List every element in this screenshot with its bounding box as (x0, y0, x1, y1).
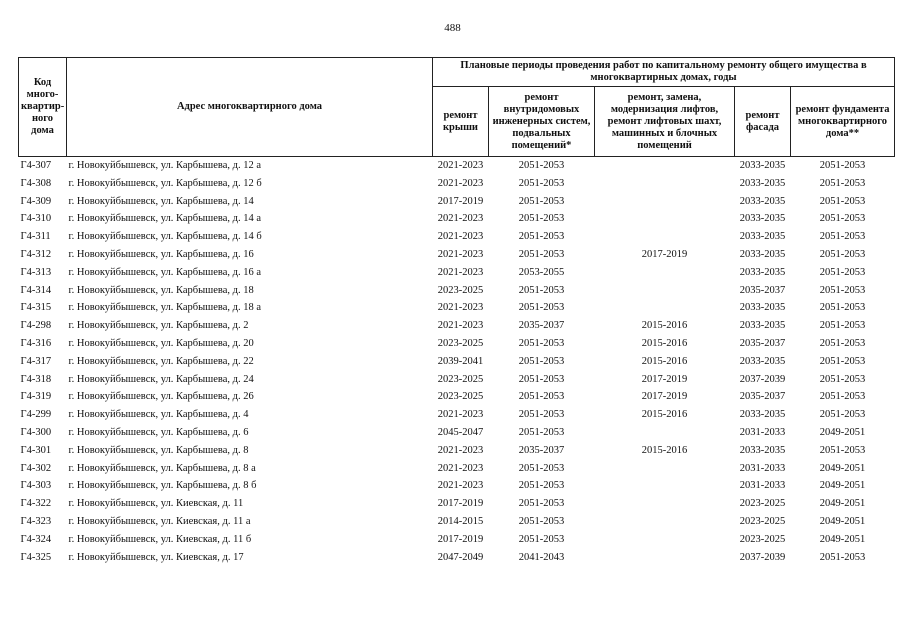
cell-lifts (595, 460, 735, 478)
cell-facade: 2033-2035 (739, 355, 786, 367)
cell-lifts (595, 228, 735, 246)
cell-code: Г4-298 (20, 320, 52, 332)
cell-address: г. Новокуйбышевск, ул. Карбышева, д. 26 (68, 391, 254, 403)
cell-systems: 2051-2053 (518, 213, 565, 225)
cell-code: Г4-302 (20, 462, 52, 474)
cell-code: Г4-299 (20, 409, 52, 421)
cell-lifts (595, 157, 735, 175)
cell-foundation: 2051-2053 (819, 391, 866, 403)
table-row (19, 353, 895, 371)
header-code: Код много-квартир-ного дома (19, 58, 67, 157)
cell-code: Г4-324 (20, 533, 52, 545)
cell-address: г. Новокуйбышевск, ул. Киевская, д. 11 а (68, 515, 251, 527)
cell-foundation: 2049-2051 (819, 515, 866, 527)
cell-foundation: 2051-2053 (819, 284, 866, 296)
cell-facade: 2023-2025 (739, 515, 786, 527)
table-row (19, 228, 895, 246)
cell-roof: 2023-2025 (437, 284, 484, 296)
table-row (19, 193, 895, 211)
table-row (19, 371, 895, 389)
cell-systems: 2051-2053 (518, 337, 565, 349)
cell-systems: 2051-2053 (518, 533, 565, 545)
table-row (19, 424, 895, 442)
cell-foundation: 2051-2053 (819, 213, 866, 225)
table-row (19, 157, 895, 175)
table-row (19, 299, 895, 317)
cell-address: г. Новокуйбышевск, ул. Карбышева, д. 14 б (68, 231, 262, 243)
cell-systems: 2051-2053 (518, 302, 565, 314)
cell-systems: 2041-2043 (518, 551, 565, 563)
cell-address: г. Новокуйбышевск, ул. Карбышева, д. 8 (68, 444, 249, 456)
cell-roof: 2021-2023 (437, 462, 484, 474)
cell-address: г. Новокуйбышевск, ул. Карбышева, д. 2 (68, 320, 249, 332)
cell-roof: 2021-2023 (437, 409, 484, 421)
cell-systems: 2051-2053 (518, 515, 565, 527)
cell-address: г. Новокуйбышевск, ул. Карбышева, д. 12 б (68, 177, 262, 189)
cell-facade: 2031-2033 (739, 462, 786, 474)
header-periods-title: Плановые периоды проведения работ по капитальному ремонту общего имущества в многоквартирных домах, годы (433, 58, 895, 87)
cell-foundation: 2051-2053 (819, 320, 866, 332)
cell-facade: 2035-2037 (739, 391, 786, 403)
cell-lifts (595, 264, 735, 282)
cell-roof: 2047-2049 (437, 551, 484, 563)
cell-systems: 2051-2053 (518, 391, 565, 403)
cell-lifts: 2015-2016 (641, 444, 688, 456)
table-row (19, 282, 895, 300)
cell-lifts: 2015-2016 (641, 355, 688, 367)
cell-facade: 2033-2035 (739, 231, 786, 243)
cell-roof: 2014-2015 (437, 515, 484, 527)
cell-roof: 2045-2047 (437, 426, 484, 438)
cell-code: Г4-300 (20, 426, 52, 438)
cell-systems: 2051-2053 (518, 480, 565, 492)
cell-roof: 2023-2025 (437, 391, 484, 403)
cell-facade: 2023-2025 (739, 498, 786, 510)
cell-address: г. Новокуйбышевск, ул. Карбышева, д. 14 (68, 195, 254, 207)
cell-foundation: 2051-2053 (819, 302, 866, 314)
cell-facade: 2031-2033 (739, 426, 786, 438)
cell-roof: 2021-2023 (437, 320, 484, 332)
cell-facade: 2033-2035 (739, 409, 786, 421)
cell-address: г. Новокуйбышевск, ул. Карбышева, д. 8 а (68, 462, 256, 474)
cell-address: г. Новокуйбышевск, ул. Карбышева, д. 18 а (68, 302, 262, 314)
cell-lifts: 2017-2019 (641, 391, 688, 403)
cell-lifts (595, 549, 735, 567)
cell-code: Г4-308 (20, 177, 52, 189)
cell-address: г. Новокуйбышевск, ул. Карбышева, д. 4 (68, 409, 249, 421)
cell-lifts (595, 513, 735, 531)
cell-foundation: 2049-2051 (819, 462, 866, 474)
cell-systems: 2051-2053 (518, 248, 565, 260)
table-row (19, 531, 895, 549)
cell-lifts (595, 193, 735, 211)
cell-facade: 2033-2035 (739, 177, 786, 189)
cell-address: г. Новокуйбышевск, ул. Киевская, д. 11 (68, 498, 244, 510)
cell-code: Г4-322 (20, 498, 52, 510)
cell-address: г. Новокуйбышевск, ул. Карбышева, д. 16 а (68, 266, 262, 278)
header-address: Адрес многоквартирного дома (67, 58, 433, 157)
cell-code: Г4-303 (20, 480, 52, 492)
table-row (19, 442, 895, 460)
cell-code: Г4-317 (20, 355, 52, 367)
cell-foundation: 2051-2053 (819, 266, 866, 278)
cell-address: г. Новокуйбышевск, ул. Карбышева, д. 16 (68, 248, 254, 260)
cell-systems: 2051-2053 (518, 284, 565, 296)
cell-code: Г4-316 (20, 337, 52, 349)
cell-systems: 2051-2053 (518, 426, 565, 438)
cell-foundation: 2049-2051 (819, 498, 866, 510)
cell-facade: 2035-2037 (739, 337, 786, 349)
header-systems: ремонт внутридомовых инженерных систем, подвальных помещений* (489, 87, 595, 157)
cell-lifts (595, 495, 735, 513)
cell-foundation: 2051-2053 (819, 248, 866, 260)
cell-systems: 2051-2053 (518, 231, 565, 243)
cell-roof: 2021-2023 (437, 266, 484, 278)
table-row (19, 264, 895, 282)
table-row (19, 335, 895, 353)
cell-roof: 2021-2023 (437, 480, 484, 492)
cell-lifts (595, 477, 735, 495)
cell-foundation: 2051-2053 (819, 337, 866, 349)
cell-lifts (595, 210, 735, 228)
cell-facade: 2033-2035 (739, 444, 786, 456)
cell-systems: 2051-2053 (518, 177, 565, 189)
table-row (19, 477, 895, 495)
cell-systems: 2051-2053 (518, 498, 565, 510)
cell-systems: 2051-2053 (518, 409, 565, 421)
cell-systems: 2051-2053 (518, 462, 565, 474)
cell-code: Г4-311 (20, 231, 51, 243)
cell-systems: 2053-2055 (518, 266, 565, 278)
cell-roof: 2021-2023 (433, 157, 489, 175)
cell-lifts (595, 175, 735, 193)
cell-lifts (595, 531, 735, 549)
cell-address: г. Новокуйбышевск, ул. Карбышева, д. 20 (68, 337, 254, 349)
cell-code: Г4-318 (20, 373, 52, 385)
cell-roof: 2021-2023 (437, 248, 484, 260)
header-foundation: ремонт фундамента многоквартирного дома** (791, 87, 895, 157)
cell-foundation: 2049-2051 (819, 426, 866, 438)
header-roof: ремонт крыши (433, 87, 489, 157)
cell-systems: 2051-2053 (518, 355, 565, 367)
cell-roof: 2021-2023 (437, 231, 484, 243)
cell-roof: 2021-2023 (437, 444, 484, 456)
table-row (19, 388, 895, 406)
cell-foundation: 2051-2053 (819, 231, 866, 243)
table-row (19, 406, 895, 424)
table-row (19, 317, 895, 335)
cell-systems: 2035-2037 (518, 320, 565, 332)
table-row (19, 210, 895, 228)
cell-foundation: 2051-2053 (819, 177, 866, 189)
cell-code: Г4-314 (20, 284, 52, 296)
cell-foundation: 2051-2053 (819, 551, 866, 563)
cell-foundation: 2051-2053 (819, 444, 866, 456)
cell-facade: 2033-2035 (739, 213, 786, 225)
cell-roof: 2017-2019 (437, 195, 484, 207)
cell-lifts: 2015-2016 (641, 409, 688, 421)
cell-code: Г4-309 (20, 195, 52, 207)
cell-foundation: 2051-2053 (819, 373, 866, 385)
cell-roof: 2021-2023 (437, 302, 484, 314)
cell-foundation: 2049-2051 (819, 533, 866, 545)
cell-address: г. Новокуйбышевск, ул. Карбышева, д. 6 (68, 426, 249, 438)
cell-roof: 2017-2019 (437, 533, 484, 545)
header-facade: ремонт фасада (735, 87, 791, 157)
cell-facade: 2033-2035 (739, 320, 786, 332)
cell-address: г. Новокуйбышевск, ул. Карбышева, д. 24 (68, 373, 254, 385)
cell-code: Г4-310 (20, 213, 52, 225)
page-number: 488 (444, 22, 461, 34)
cell-foundation: 2051-2053 (819, 355, 866, 367)
cell-facade: 2023-2025 (739, 533, 786, 545)
cell-code: Г4-315 (20, 302, 52, 314)
cell-lifts: 2017-2019 (641, 248, 688, 260)
cell-address: г. Новокуйбышевск, ул. Карбышева, д. 22 (68, 355, 254, 367)
table-header (19, 58, 895, 157)
table-row (19, 175, 895, 193)
cell-roof: 2023-2025 (437, 337, 484, 349)
cell-code: Г4-319 (20, 391, 52, 403)
cell-roof: 2021-2023 (437, 177, 484, 189)
cell-facade: 2033-2035 (739, 248, 786, 260)
cell-roof: 2021-2023 (437, 213, 484, 225)
cell-foundation: 2049-2051 (819, 480, 866, 492)
cell-facade: 2035-2037 (739, 284, 786, 296)
cell-code: Г4-313 (20, 266, 52, 278)
cell-foundation: 2051-2053 (791, 157, 895, 175)
table-body (19, 157, 895, 567)
cell-roof: 2023-2025 (437, 373, 484, 385)
cell-systems: 2051-2053 (518, 373, 565, 385)
table-row (19, 513, 895, 531)
cell-code: Г4-323 (20, 515, 52, 527)
cell-foundation: 2051-2053 (819, 195, 866, 207)
cell-code: Г4-301 (20, 444, 52, 456)
capital-repair-table (18, 57, 895, 566)
cell-facade: 2033-2035 (739, 266, 786, 278)
cell-address: г. Новокуйбышевск, ул. Карбышева, д. 12 а (67, 157, 433, 175)
cell-code: Г4-325 (20, 551, 52, 563)
cell-systems: 2035-2037 (518, 444, 565, 456)
cell-address: г. Новокуйбышевск, ул. Карбышева, д. 14 а (68, 213, 262, 225)
table-row (19, 549, 895, 567)
cell-address: г. Новокуйбышевск, ул. Карбышева, д. 18 (68, 284, 254, 296)
table-row (19, 460, 895, 478)
cell-lifts (595, 282, 735, 300)
cell-address: г. Новокуйбышевск, ул. Киевская, д. 17 (68, 551, 244, 563)
header-lifts: ремонт, замена, модернизация лифтов, ремонт лифтовых шахт, машинных и блочных помещений (595, 87, 735, 157)
cell-roof: 2017-2019 (437, 498, 484, 510)
cell-foundation: 2051-2053 (819, 409, 866, 421)
cell-facade: 2037-2039 (739, 551, 786, 563)
table-row (19, 495, 895, 513)
cell-address: г. Новокуйбышевск, ул. Киевская, д. 11 б (68, 533, 252, 545)
cell-facade: 2033-2035 (739, 302, 786, 314)
cell-code: Г4-312 (20, 248, 52, 260)
cell-facade: 2031-2033 (739, 480, 786, 492)
cell-roof: 2039-2041 (437, 355, 484, 367)
cell-code: Г4-307 (19, 157, 67, 175)
cell-systems: 2051-2053 (489, 157, 595, 175)
table-row (19, 246, 895, 264)
cell-lifts: 2017-2019 (641, 373, 688, 385)
cell-lifts (595, 299, 735, 317)
cell-lifts (595, 424, 735, 442)
cell-lifts: 2015-2016 (641, 337, 688, 349)
cell-facade: 2033-2035 (735, 157, 791, 175)
cell-systems: 2051-2053 (518, 195, 565, 207)
cell-address: г. Новокуйбышевск, ул. Карбышева, д. 8 б (68, 480, 257, 492)
cell-facade: 2037-2039 (739, 373, 786, 385)
cell-facade: 2033-2035 (739, 195, 786, 207)
cell-lifts: 2015-2016 (641, 320, 688, 332)
